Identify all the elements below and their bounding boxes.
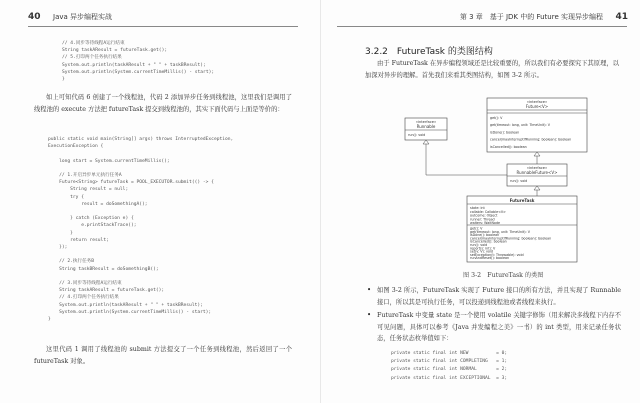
- uml-method: isCancelled(): boolean: [490, 144, 527, 149]
- code-line: // 2.执行任务B: [48, 259, 95, 265]
- uml-method: get(): V: [490, 116, 503, 120]
- state-code-line: private static final int COMPLETING = 1;: [391, 359, 508, 365]
- code-block-1: [62, 40, 214, 83]
- figure-caption: 图 3-2 FutureTask 的类图: [463, 272, 544, 279]
- state-code-line: private static final int NORMAL = 2;: [391, 367, 508, 373]
- uml-field: runner: Thread: [470, 217, 495, 222]
- code-line: try {: [48, 194, 84, 200]
- code-line: }: [48, 317, 51, 323]
- bullet-dot-icon: •: [367, 286, 372, 294]
- uml-method: isCancelled(): boolean: [470, 239, 507, 244]
- code-line: long start = System.currentTimeMillis();: [48, 158, 170, 164]
- uml-method: runAndReset(): boolean: [470, 256, 510, 261]
- right-page: [320, 0, 640, 403]
- uml-field: state: int: [470, 206, 485, 210]
- bullet-item-1: [365, 285, 621, 308]
- uml-method: set(v: V): void: [470, 249, 493, 254]
- code-line: Future<String> futureTask = POOL_EXECUTOR.submit(() -> {: [48, 180, 214, 186]
- code-line: public static void main(String[] args) throws InterruptedException,: [48, 137, 234, 142]
- future-interface-box: [487, 98, 587, 152]
- right-page-number: 41: [615, 12, 628, 22]
- uml-method: run(): void: [408, 133, 426, 137]
- uml-method: get(timeout: long, unit: TimeUnit): V: [490, 123, 550, 128]
- uml-method: setException(t: Throwable): void: [470, 252, 524, 257]
- futuretask-class-diagram: [401, 96, 601, 264]
- future-stereotype: «interface»: [526, 100, 548, 104]
- left-header-title: Java 异步编程实战: [53, 13, 113, 21]
- uml-field: callable: Callable<V>: [470, 209, 506, 214]
- code-line: // 1.开启异步单元执行任务A: [48, 173, 122, 179]
- runnable-future-interface-box: [507, 164, 567, 186]
- uml-method: run(): void: [470, 243, 488, 247]
- uml-method: cancel(mayInterruptIfRunning: boolean): boolean: [490, 137, 572, 142]
- uml-field: outcome: Object: [470, 213, 498, 218]
- bullet-1-text: 如图 3-2 所示，FutureTask 实现了 Future 接口的所有方法，并且实现了 Runnable 接口，所以其是可执行任务，可以投递到线程池或者线程来执行。: [377, 287, 621, 306]
- paragraph-2: 这里代码 1 调用了线程池的 submit 方法提交了一个任务到线程池，然后返回了一个 futureTask 对象。: [34, 346, 292, 365]
- state-code-line: private static final int EXCEPTIONAL = 3;: [391, 375, 508, 381]
- state-code-line: private static final int NEW = 0;: [391, 351, 508, 356]
- bullet-dot-icon: •: [367, 311, 372, 320]
- uml-method: isDone(): boolean: [470, 233, 500, 238]
- right-header-title: 第 3 章 基于 JDK 中的 Future 实现异步编程: [459, 13, 603, 21]
- future-task-name: FutureTask: [509, 198, 535, 203]
- left-header-rule: [28, 26, 298, 27]
- runnable-stereotype: «interface»: [415, 120, 437, 124]
- arrowhead-runnable-future: [534, 186, 540, 190]
- uml-method: get(): V: [470, 226, 483, 231]
- right-page-header: [460, 10, 628, 24]
- state-code-block: [391, 350, 507, 383]
- uml-method: get(timeout: long, unit: TimeUnit): V: [470, 229, 530, 234]
- runnable-future-stereotype: «interface»: [526, 166, 548, 170]
- code-line: System.out.println(System.currentTimeMillis() - start);: [48, 309, 212, 315]
- code-line: String result = null;: [48, 187, 129, 193]
- code-line: return result;: [48, 237, 109, 243]
- runnable-interface-box: [405, 118, 447, 140]
- code-line: e.printStackTrace();: [48, 223, 137, 229]
- code-line: System.out.println(taskAResult + " " + taskBResult);: [62, 62, 206, 68]
- code-line: ExecutionException {: [48, 144, 104, 150]
- bullet-2-text: FutureTask 中变量 state 是一个使用 volatile 关键字修饰（用来解决多线程下内存不可见问题，具体可以参考《Java 并发编程之美》一书）的 int 类型，用来记录任务状态，任务状态枚举值如下：: [377, 312, 621, 343]
- section-title: 3.2.2 FutureTask 的类图结构: [365, 47, 493, 57]
- code-line: }: [48, 230, 73, 236]
- intro-paragraph: 由于 FutureTask 在异步编程领域还是比较重要的，所以我们有必要探究下其原理，以加深对异步的理解。首先我们来看其类图结构，如图 3-2 所示。: [365, 60, 619, 79]
- code-line: // 4.同步等待线程A运行结束: [62, 41, 125, 46]
- future-name: Future<V>: [525, 104, 549, 109]
- uml-field: waiters: WaitNode: [470, 221, 501, 226]
- right-header-rule: [337, 26, 627, 27]
- code-line: } catch (Exception e) {: [48, 216, 134, 222]
- code-line: System.out.println(taskAResult + " " + taskBResult);: [48, 302, 203, 308]
- uml-method: report(s: int): V: [470, 246, 496, 251]
- uml-method: cancel(mayInterruptIfRunning: boolean): boolean: [470, 236, 552, 241]
- code-line: }: [62, 77, 65, 83]
- runnable-future-name: RunnableFuture<V>: [516, 170, 558, 175]
- code-line: // 4.打印两个任务执行结果: [48, 295, 119, 301]
- left-page-number: 40: [28, 12, 41, 22]
- arrowhead-future: [534, 152, 540, 156]
- code-block-2: [48, 136, 233, 323]
- arrowhead-runnable: [423, 140, 429, 144]
- uml-method: isDone(): boolean: [490, 130, 520, 135]
- code-line: System.out.println(System.currentTimeMillis() - start);: [62, 69, 215, 75]
- code-line: // 5.打印两个任务执行结果: [62, 55, 122, 61]
- runnable-name: Runnable: [416, 124, 436, 129]
- code-line: String taskAResult = futureTask.get();: [48, 288, 165, 294]
- code-line: String taskBResult = doSomethingB();: [48, 266, 159, 272]
- future-task-class-box: [467, 196, 577, 262]
- paragraph-1: 如上可知代码 6 创建了一个线程池，代码 2 添加异步任务到线程池，这里我们是调用了线程池的 execute 方法把 futureTask 提交到线程池的，其实下面代码与上面是等价的：: [34, 94, 292, 113]
- bullet-item-2: [365, 310, 621, 345]
- code-line: String taskAResult = futureTask.get();: [62, 48, 168, 54]
- code-line: result = doSomethingA();: [48, 201, 148, 207]
- uml-method: run(): void: [510, 179, 528, 183]
- bullet-list: [365, 285, 621, 347]
- left-page-header: [28, 10, 112, 24]
- code-line: // 3.同步等待线程A运行结束: [48, 281, 122, 287]
- code-line: });: [48, 245, 68, 251]
